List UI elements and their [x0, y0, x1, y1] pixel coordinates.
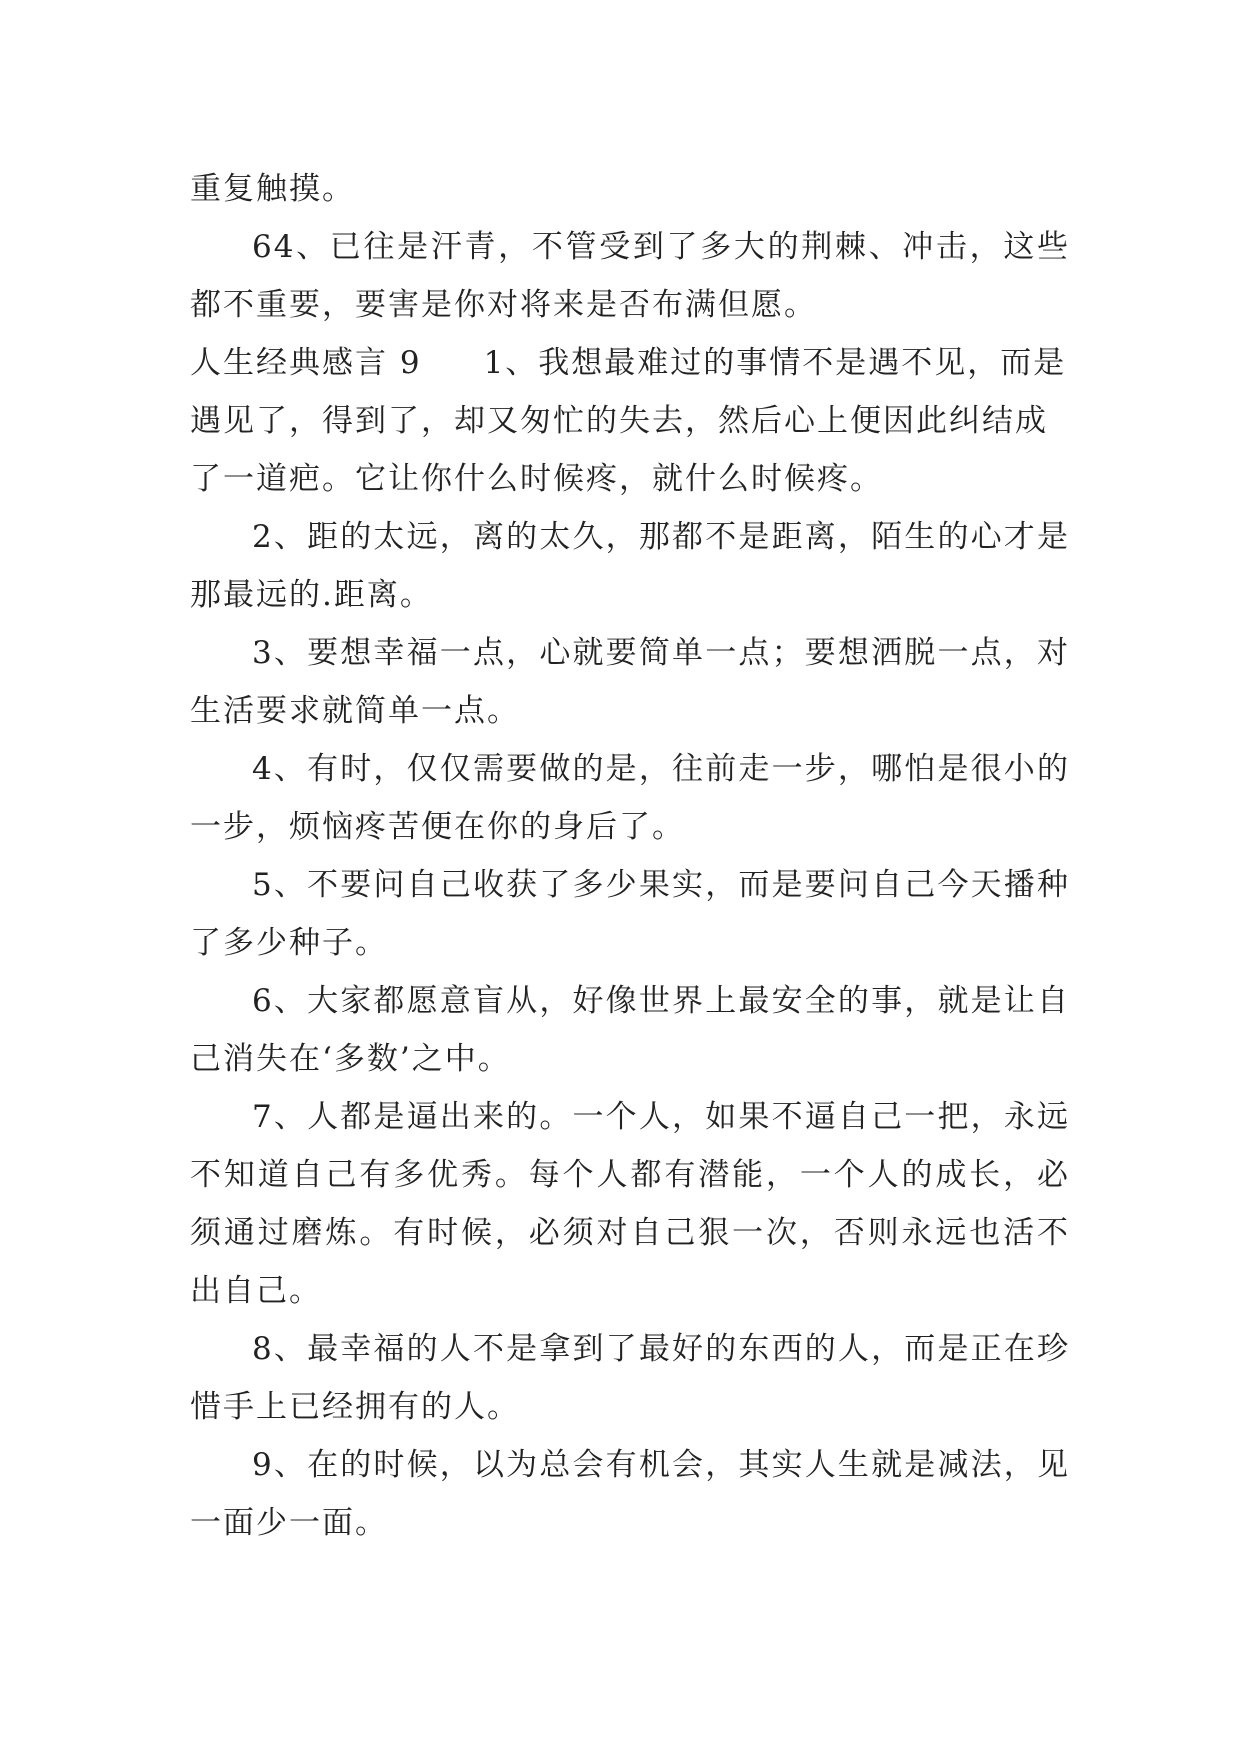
section-heading: 人生经典感言 9 [190, 345, 422, 381]
quote-item-4: 4、有时，仅仅需要做的是，往前走一步，哪怕是很小的一步，烦恼疼苦便在你的身后了。 [190, 751, 1070, 845]
quote-item-6: 6、大家都愿意盲从，好像世界上最安全的事，就是让自己消失在‘多数’之中。 [190, 983, 1070, 1077]
quote-item-9: 9、在的时候，以为总会有机会，其实人生就是减法，见一面少一面。 [190, 1447, 1070, 1541]
quote-item-64: 64、已往是汗青，不管受到了多大的荆棘、冲击，这些都不重要，要害是你对将来是否布满但愿。 [190, 229, 1070, 323]
document-page [190, 160, 1070, 1552]
quote-item-1: 1、我想最难过的事情不是遇不见，而是遇见了，得到了，却又匆忙的失去，然后心上便因此纠结成了一道疤。它让你什么时候疼，就什么时候疼。 [190, 345, 1067, 497]
quote-item-8: 8、最幸福的人不是拿到了最好的东西的人，而是正在珍惜手上已经拥有的人。 [190, 1331, 1070, 1425]
continued-paragraph: 重复触摸。 [190, 171, 355, 207]
section-block [190, 334, 1070, 508]
quote-item-7: 7、人都是逼出来的。一个人，如果不逼自己一把，永远不知道自己有多优秀。每个人都有潜能，一个人的成长，必须通过磨炼。有时候，必须对自己狠一次，否则永远也活不出自己。 [190, 1099, 1070, 1309]
quote-item-3: 3、要想幸福一点，心就要简单一点；要想洒脱一点，对生活要求就简单一点。 [190, 635, 1070, 729]
quote-item-5: 5、不要问自己收获了多少果实，而是要问自己今天播种了多少种子。 [190, 867, 1070, 961]
quote-item-2: 2、距的太远，离的太久，那都不是距离，陌生的心才是那最远的.距离。 [190, 519, 1070, 613]
